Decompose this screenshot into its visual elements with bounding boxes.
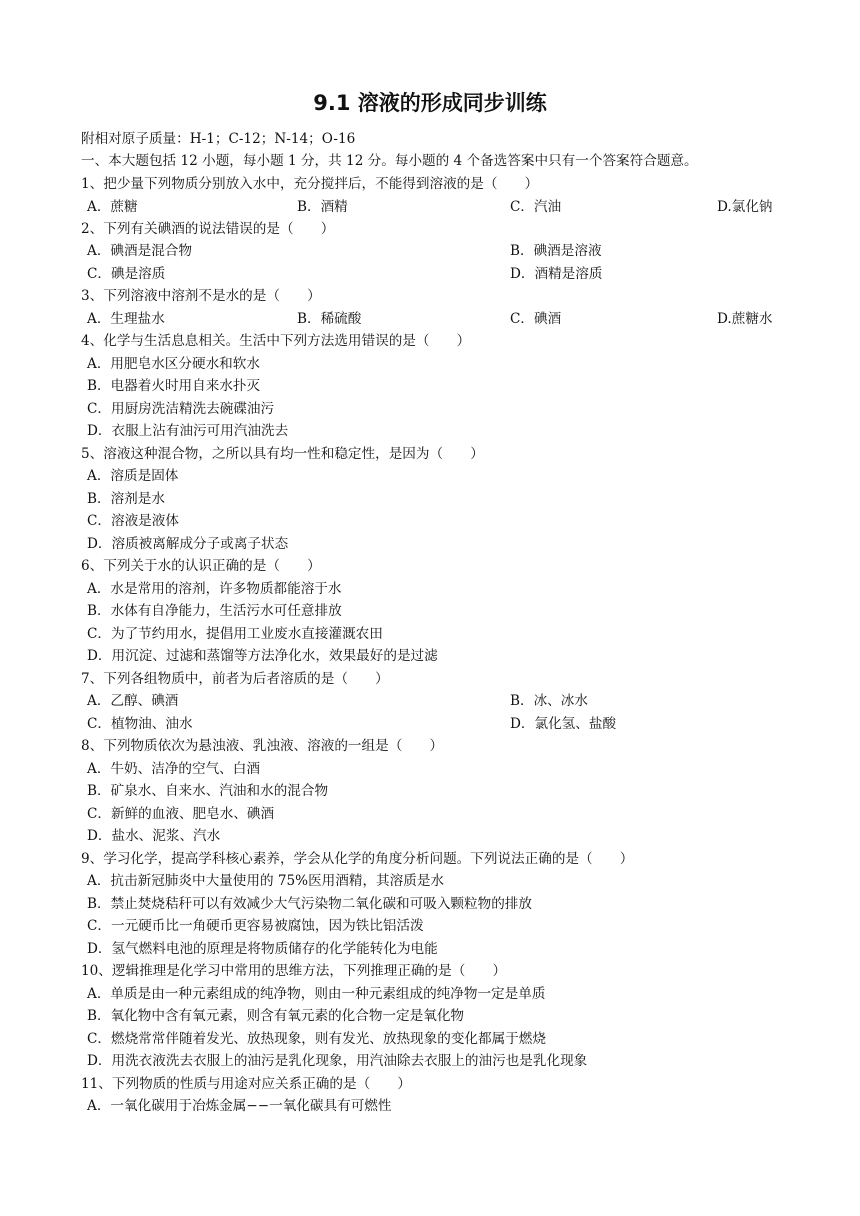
question-9-option-a: A．抗击新冠肺炎中大量使用的 75%医用酒精，其溶质是水 <box>87 873 445 889</box>
question-3-option-a: A．生理盐水 <box>87 311 165 327</box>
question-8-stem: 8、下列物质依次为悬浊液、乳浊液、溶液的一组是（ ） <box>81 738 444 754</box>
question-6-option-d: D．用沉淀、过滤和蒸馏等方法净化水，效果最好的是过滤 <box>87 648 438 664</box>
question-2-stem: 2、下列有关碘酒的说法错误的是（ ） <box>81 221 335 237</box>
question-3-option-d: D.蔗糖水 <box>717 311 773 327</box>
question-3-option-b: B．稀硫酸 <box>297 311 362 327</box>
question-2-option-d: D．酒精是溶质 <box>510 266 603 282</box>
question-1-option-a: A．蔗糖 <box>87 199 138 215</box>
question-9-option-d: D．氢气燃料电池的原理是将物质储存的化学能转化为电能 <box>87 941 438 957</box>
question-4-option-b: B．电器着火时用自来水扑灭 <box>87 378 261 394</box>
question-10-option-a: A．单质是由一种元素组成的纯净物，则由一种元素组成的纯净物一定是单质 <box>87 986 546 1002</box>
question-1-option-b: B．酒精 <box>297 199 348 215</box>
question-5-stem: 5、溶液这种混合物，之所以具有均一性和稳定性，是因为（ ） <box>81 446 484 462</box>
question-6-option-a: A．水是常用的溶剂，许多物质都能溶于水 <box>87 581 342 597</box>
question-8-option-d: D．盐水、泥浆、汽水 <box>87 828 221 844</box>
page-title: 9.1 溶液的形成同步训练 <box>313 91 547 115</box>
question-7-option-c: C．植物油、油水 <box>87 716 193 732</box>
question-9-option-b: B．禁止焚烧秸秆可以有效减少大气污染物二氧化碳和可吸入颗粒物的排放 <box>87 896 532 912</box>
question-9-option-c: C．一元硬币比一角硬币更容易被腐蚀，因为铁比铝活泼 <box>87 918 424 934</box>
question-8-option-b: B．矿泉水、自来水、汽油和水的混合物 <box>87 783 329 799</box>
question-2-option-a: A．碘酒是混合物 <box>87 243 192 259</box>
section-instructions: 一、本大题包括 12 小题，每小题 1 分，共 12 分。每小题的 4 个备选答案中只有一个答案符合题意。 <box>81 153 698 169</box>
question-10-stem: 10、逻辑推理是化学习中常用的思维方法，下列推理正确的是（ ） <box>81 963 507 979</box>
question-7-stem: 7、下列各组物质中，前者为后者溶质的是（ ） <box>81 671 389 687</box>
question-4-option-d: D．衣服上沾有油污可用汽油洗去 <box>87 423 289 439</box>
question-3-stem: 3、下列溶液中溶剂不是水的是（ ） <box>81 288 321 304</box>
question-7-option-b: B．冰、冰水 <box>510 693 588 709</box>
question-5-option-a: A．溶质是固体 <box>87 468 179 484</box>
atomic-mass-note: 附相对原子质量：H-1；C-12；N-14；O-16 <box>81 131 356 147</box>
question-6-stem: 6、下列关于水的认识正确的是（ ） <box>81 558 321 574</box>
question-10-option-b: B．氧化物中含有氧元素，则含有氧元素的化合物一定是氧化物 <box>87 1008 465 1024</box>
question-2-option-b: B．碘酒是溶液 <box>510 243 602 259</box>
question-2-option-c: C．碘是溶质 <box>87 266 166 282</box>
question-5-option-c: C．溶液是液体 <box>87 513 179 529</box>
question-6-option-b: B．水体有自净能力，生活污水可任意排放 <box>87 603 342 619</box>
question-9-stem: 9、学习化学，提高学科核心素养，学会从化学的角度分析问题。下列说法正确的是（ ） <box>81 851 634 867</box>
question-7-option-a: A．乙醇、碘酒 <box>87 693 179 709</box>
question-1-stem: 1、把少量下列物质分别放入水中，充分搅拌后，不能得到溶液的是（ ） <box>81 176 539 192</box>
question-4-option-a: A．用肥皂水区分硬水和软水 <box>87 356 260 372</box>
question-6-option-c: C．为了节约用水，提倡用工业废水直接灌溉农田 <box>87 626 383 642</box>
question-8-option-c: C．新鲜的血液、肥皂水、碘酒 <box>87 806 275 822</box>
question-10-option-d: D．用洗衣液洗去衣服上的油污是乳化现象，用汽油除去衣服上的油污也是乳化现象 <box>87 1053 588 1069</box>
question-8-option-a: A．牛奶、洁净的空气、白酒 <box>87 761 260 777</box>
question-10-option-c: C．燃烧常常伴随着发光、放热现象，则有发光、放热现象的变化都属于燃烧 <box>87 1031 546 1047</box>
question-11-option-a: A．一氧化碳用于冶炼金属−−一氧化碳具有可燃性 <box>87 1098 392 1114</box>
question-4-option-c: C．用厨房洗洁精洗去碗碟油污 <box>87 401 275 417</box>
question-3-option-c: C．碘酒 <box>510 311 562 327</box>
question-1-option-d: D.氯化钠 <box>717 199 773 215</box>
question-7-option-d: D．氯化氢、盐酸 <box>510 716 617 732</box>
question-1-option-c: C．汽油 <box>510 199 562 215</box>
question-5-option-d: D．溶质被离解成分子或离子状态 <box>87 536 289 552</box>
question-11-stem: 11、下列物质的性质与用途对应关系正确的是（ ） <box>81 1076 411 1092</box>
question-5-option-b: B．溶剂是水 <box>87 491 165 507</box>
question-4-stem: 4、化学与生活息息相关。生活中下列方法选用错误的是（ ） <box>81 333 471 349</box>
